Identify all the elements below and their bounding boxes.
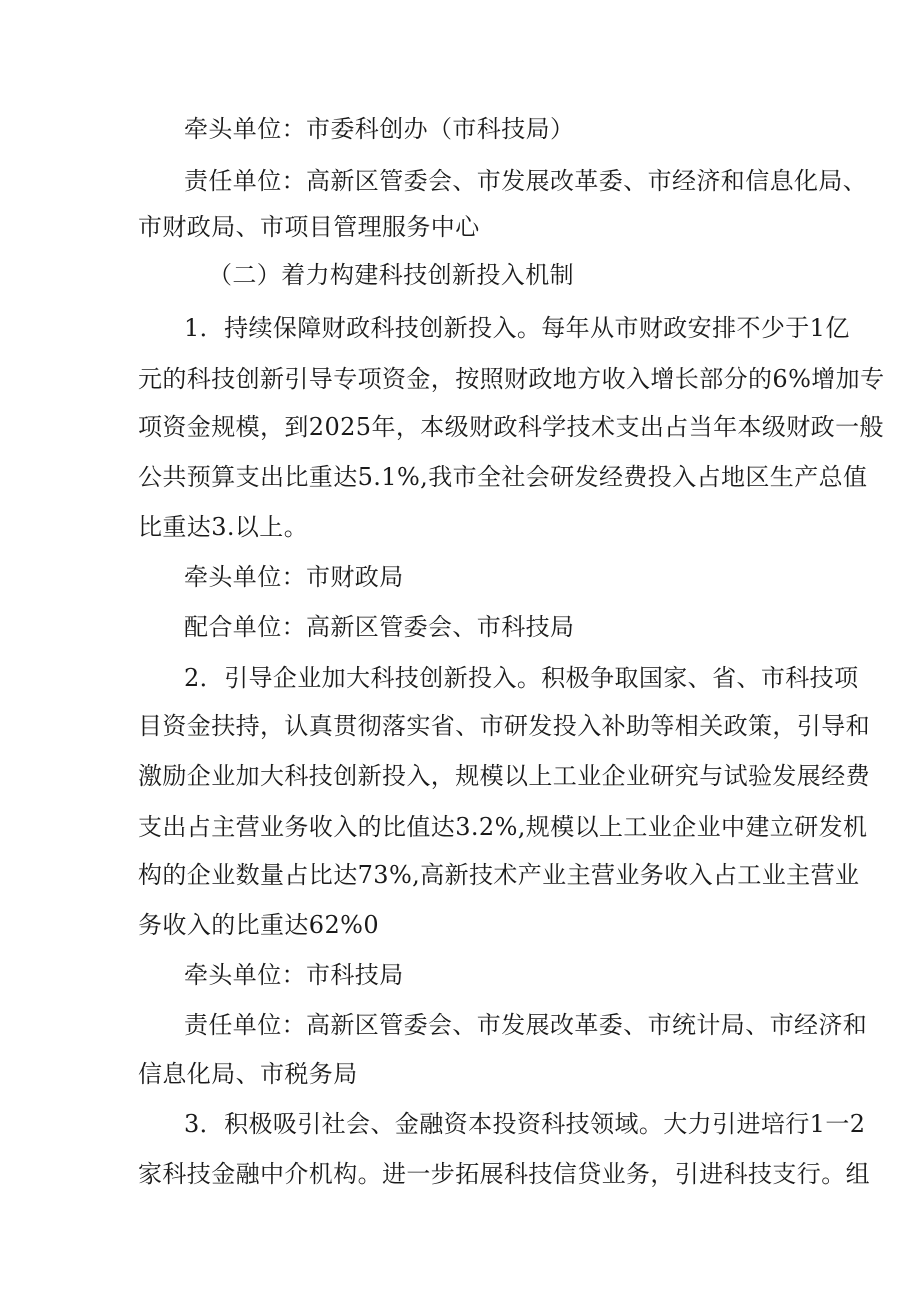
paragraph-line: 务收入的比重达62%0	[138, 911, 380, 939]
responsible-unit-line-cont: 信息化局、市税务局	[138, 1060, 358, 1088]
paragraph-line: 1．持续保障财政科技创新投入。每年从市财政安排不少于1亿	[184, 314, 850, 342]
paragraph-line: 项资金规模，到2025年，本级财政科学技术支出占当年本级财政一般	[138, 413, 884, 441]
paragraph-line: 家科技金融中介机构。进一步拓展科技信贷业务，引进科技支行。组	[138, 1160, 870, 1188]
paragraph-line: 元的科技创新引导专项资金，按照财政地方收入增长部分的6%增加专	[138, 365, 885, 393]
paragraph-line: 比重达3.以上。	[138, 513, 309, 541]
paragraph-line: 目资金扶持，认真贯彻落实省、市研发投入补助等相关政策，引导和	[138, 712, 870, 740]
paragraph-line: 3．积极吸引社会、金融资本投资科技领域。大力引进培行1一2	[184, 1110, 866, 1138]
cooperating-unit-line: 配合单位：高新区管委会、市科技局	[184, 613, 575, 641]
paragraph-line: 构的企业数量占比达73%,高新技术产业主营业务收入占工业主营业	[138, 861, 860, 889]
responsible-unit-line: 责任单位：高新区管委会、市发展改革委、市经济和信息化局、	[184, 167, 868, 195]
lead-unit-line: 牵头单位：市委科创办（市科技局）	[184, 115, 575, 143]
responsible-unit-line-cont: 市财政局、市项目管理服务中心	[138, 213, 480, 241]
lead-unit-line: 牵头单位：市财政局	[184, 563, 404, 591]
section-heading: （二）着力构建科技创新投入机制	[208, 261, 574, 289]
lead-unit-line: 牵头单位：市科技局	[184, 961, 404, 989]
paragraph-line: 公共预算支出比重达5.1%,我市全社会研发经费投入占地区生产总值	[138, 463, 868, 491]
paragraph-line: 2．引导企业加大科技创新投入。积极争取国家、省、市科技项	[184, 664, 859, 692]
paragraph-line: 激励企业加大科技创新投入，规模以上工业企业研究与试验发展经费	[138, 762, 870, 790]
responsible-unit-line: 责任单位：高新区管委会、市发展改革委、市统计局、市经济和	[184, 1011, 868, 1039]
paragraph-line: 支出占主营业务收入的比值达3.2%,规模以上工业企业中建立研发机	[138, 813, 868, 841]
